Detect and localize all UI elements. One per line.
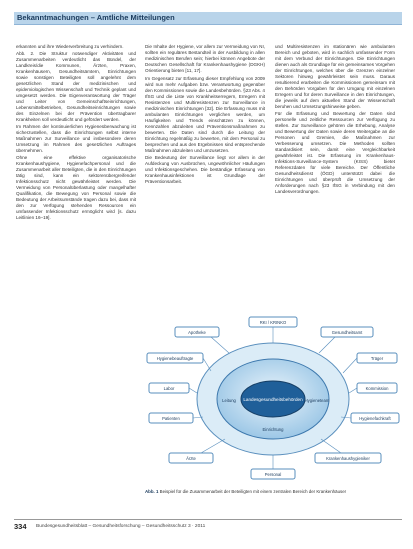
node-label: Hygienebeauftragte (156, 356, 194, 361)
paragraph: Ohne eine effektive organisatorische Krankenhaushygiene, Hygienefachpersonal und die Zusammenarbeit aller Beteiligten, die in den Einrichtungen tätig sind, kann ein sektorenübergreifender Infektionsschutz nicht gewährleistet werden. Die Vermeidung von Personalüberlastung oder mangelhafter Qualifikation, die Bewegung von Personal sowie die Bedeutung der Arbeitsumstände tragen dazu bei, dass mit den zur Verfügung stehenden Ressourcen ein umfassender Infektionsschutz ermöglicht wird [s. dazu Leitlinien 16–19]. (16, 155, 136, 220)
figure-caption (145, 489, 401, 495)
node-label: Personal (264, 472, 282, 477)
paragraph: und Multiresistenzen im stationären wie ambulanten Bereich und geboten, wird in sachlich umfassender Form mit dem Verbund der Einrichtungen. Die Einrichtungen dienen auch als Grundlage für ein gemeinsames Vorgehen der Einrichtungen, welches über die Grenzen einzelner Sektoren hinweg gewährleistet sein muss. Daraus resultierend erarbeiten die Kommissionen gemeinsam mit den Behörden Vorgaben für den Umgang mit einzelnen Erregern und für deren Surveillance in den Einrichtungen, die jeweils auf dem aktuellen Stand der Wissenschaft beruhen und Umsetzungshinweise geben. (275, 44, 395, 109)
node-label: Kommission (365, 386, 389, 391)
node-box (175, 327, 219, 337)
node-box (357, 353, 397, 363)
node-label: Träger (370, 356, 384, 361)
node-box (149, 383, 189, 393)
node-box (351, 413, 399, 423)
node-box (249, 317, 297, 327)
node-label: Krankenhaushygieniker (326, 456, 370, 461)
node-label: RKI / KRINKO (259, 320, 287, 325)
paragraph: Im Rahmen der kontinuierlichen Hygieneüberwachung ist sicherzustellen, dass die Einrichtungen selbst interne Maßnahmen zur Surveillance und insbesondere deren Umsetzung im Rahmen des gesetzlichen Auftrages übernehmen. (16, 124, 136, 153)
node-box (315, 453, 381, 463)
paragraph: Die Bedeutung der Surveillance liegt vor allem in der Aufdeckung von Ausbrüchen, ungewöhnlicher Häufungen und Infektionsgeschehen. Die beständige Erfassung von Krankenhausinfektionen ist Grundlage der Präventionsarbeit. (145, 155, 265, 184)
node-label: Patienten (162, 416, 180, 421)
section-header-bar (14, 12, 402, 25)
text-column-2 (145, 44, 265, 186)
figure-svg (145, 313, 401, 485)
page-number: 334 (14, 522, 27, 531)
node-label: Ärzte (186, 456, 196, 461)
text-column-3 (275, 44, 395, 196)
ring-label: Einrichtung (262, 427, 284, 432)
node-box (357, 383, 397, 393)
node-box (321, 327, 373, 337)
page-footer (14, 519, 402, 534)
node-label: Apotheke (188, 330, 206, 335)
paragraph: Die Inhalte der Hygiene, vor allem zur Vermeidung von NI, sollten ein reguläres Bestandteil in der Ausbildung in allen medizinischen Berufen sein; hierbei können Angebote der Deutschen Gesellschaft für Krankenhaushygiene (DGKH) Orientierung bieten [11, 17]. (145, 44, 265, 73)
node-label: Hygienefachkraft (359, 416, 391, 421)
paragraph: Für die Erfassung und Bewertung der Daten sind personelle und zeitliche Ressourcen zur Verfügung zu stellen. Zur Surveillance gehören die Erhebung, Analyse und Bewertung der Daten sowie deren Weitergabe an die Personen und Gremien, die Maßnahmen zur Verbesserung umsetzen. Die Methoden sollten standardisiert sein, damit eine Vergleichbarkeit gewährleistet ist. Die Erfassung im Krankenhaus-Infektions-Surveillance-System (KISS) bietet Referenzdaten für viele Bereiche. Der Öffentliche Gesundheitsdienst (ÖGD) unterstützt dabei die Einrichtungen und überprüft die Umsetzung der Anforderungen nach §23 IfSG in Verbindung mit den Landesverordnungen. (275, 111, 395, 194)
center-label: Landesgesundheitsbehörden (243, 397, 303, 402)
section-header-title: Bekanntmachungen – Amtliche Mitteilungen (17, 13, 175, 22)
ring-label: Hygieneteam (304, 398, 330, 403)
node-box (149, 413, 193, 423)
node-label: Labor (163, 386, 175, 391)
caption-text: Beispiel für die Zusammenarbeit der Beteiligten mit einem zentralen Bereich der Krankenhäuser (159, 489, 347, 494)
paragraph: Abb. 2. Die Struktur notwendiger Aktivitäten und Zusammenarbeiten verdeutlicht das Bündel, der Landkreis/die Kommunen, Ärzten, Praxen, Krankenhäusern, Gesundheitsämtern, Einrichtungen sowie sonstigen Beteiligten soll angelehnt dem gesetzlichen Stand der medizinischen und epidemiologischen Wissenschaft und Technik geplant und umgesetzt werden. Die Eigenverantwortung der Träger und Leiter von Gemeinschaftseinrichtungen, Lebensmittelbetrieben, Gesundheitseinrichtungen sowie des Einzelnen bei der Prävention übertragbarer Krankheiten soll verdeutlicht und gefördert werden. (16, 51, 136, 122)
caption-label: Abb. 1 (145, 489, 159, 494)
journal-citation: Bundesgesundheitsblatt – Gesundheitsforschung – Gesundheitsschutz 3 · 2011 (36, 524, 206, 529)
text-column-1 (16, 44, 136, 222)
node-box (147, 353, 203, 363)
figure-diagram (145, 313, 401, 485)
ring-label: Leitung (222, 398, 236, 403)
node-label: Gesundheitsamt (331, 330, 363, 335)
node-box (169, 453, 213, 463)
paragraph: Im Gegensatz zur Erfassung dieser Empfehlung von 2009 wird nun mehr Aufgaben bzw. Verantwortung gegenüber den Kommissionen sowie die Landesbehörden. §23 Abs. 4 IfSG und die Liste von Krankheitserregern, Erregern mit Resistenzen und Multiresistenzen zur Surveillance in medizinischen Einrichtungen [32]. Die Erfassung muss mit ambulanten Einrichtungen verglichen werden, um Häufigkeiten und Trends einschätzen zu können, Kennzahlen abzuleiten und Präventionsmaßnahmen zu bewerten. Die Daten sind durch die Leitung der Einrichtung regelmäßig zu bewerten, mit dem Personal zu besprechen und aus den Ergebnissen sind entsprechende Maßnahmen abzuleiten und umzusetzen. (145, 76, 265, 153)
paragraph: erkannten und ihre Wiederverbreitung zu verhindern. (16, 44, 124, 49)
node-box (251, 469, 295, 479)
